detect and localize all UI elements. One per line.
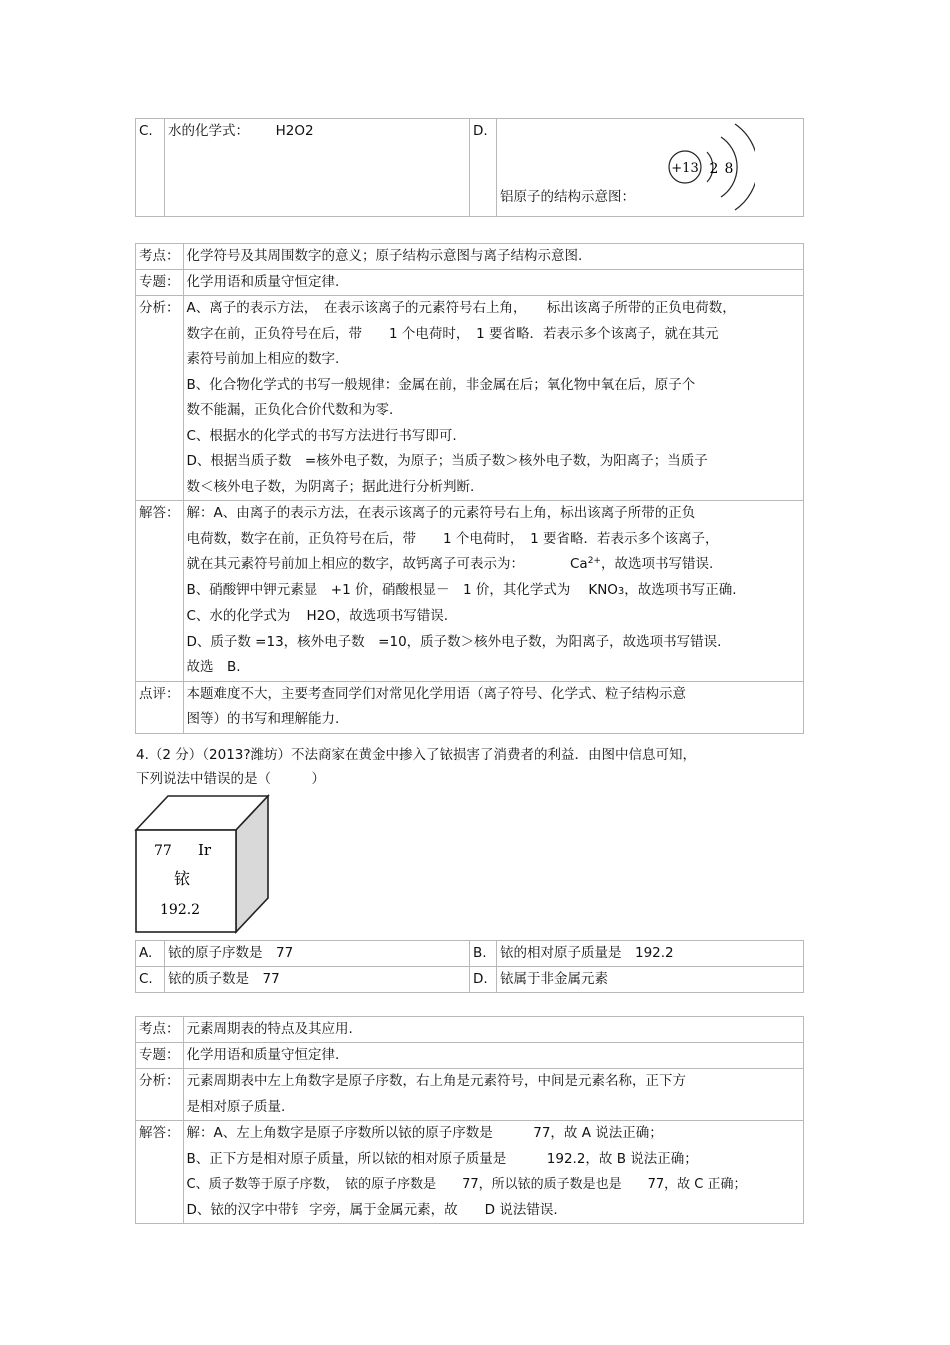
zhuanti-text: 化学用语和质量守恒定律. xyxy=(183,270,804,296)
jieda-content xyxy=(183,1121,804,1224)
zhuanti-label: 专题： xyxy=(136,270,184,296)
fenxi-line: A、离子的表示方法， 在表示该离子的元素符号右上角， 标出该离子所带的正负电荷数， xyxy=(186,300,736,316)
atom-shell1-label: 2 xyxy=(709,161,719,177)
dianping-line: 本题难度不大，主要考查同学们对常见化学用语（离子符号、化学式、粒子结构示意 xyxy=(186,685,686,702)
q4-options-table xyxy=(135,940,804,993)
jieda-label: 解答： xyxy=(136,501,184,682)
element-symbol: Ir xyxy=(198,841,212,859)
atom-nucleus-label: +13 xyxy=(671,161,699,176)
jieda-line: D、质子数 =13，核外电子数 =10，质子数＞核外电子数，为阳离子，故选项书写错误. xyxy=(186,633,722,650)
kno3-formula: KNO xyxy=(588,581,618,598)
fenxi-content xyxy=(183,1069,804,1121)
q3-analysis-table xyxy=(135,243,804,734)
fenxi-line: 素符号前加上相应的数字. xyxy=(186,351,340,367)
zhuanti-text: 化学用语和质量守恒定律. xyxy=(183,1043,804,1069)
calcium-ion-symbol: Ca xyxy=(570,556,588,572)
option-c-label: C. xyxy=(136,967,165,993)
jieda-line: 解：A、左上角数字是原子序数所以铱的原子序数是 77，故 A 说法正确； xyxy=(186,1125,663,1141)
option-c-text: 水的化学式： xyxy=(168,123,249,139)
option-c-cell xyxy=(165,119,470,217)
q3-options-table xyxy=(135,118,804,217)
jieda-line: B、正下方是相对原子质量，所以铱的相对原子质量是 192.2，故 B 说法正确； xyxy=(186,1150,698,1167)
jieda-line xyxy=(187,578,801,605)
jieda-line xyxy=(187,604,801,630)
option-a-label: A. xyxy=(136,941,165,967)
dianping-line: 图等）的书写和理解能力. xyxy=(186,711,340,727)
h2o-formula: H2O xyxy=(306,608,336,624)
fenxi-line: 元素周期表中左上角数字是原子序数，右上角是元素符号，中间是元素名称，正下方 xyxy=(186,1073,686,1089)
fenxi-line: 数不能漏，正负化合价代数和为零. xyxy=(186,402,394,418)
option-b-label: B. xyxy=(470,941,497,967)
jieda-line-text: 就在其元素符号前加上相应的数字，故钙离子可表示为： xyxy=(186,556,524,572)
jieda-line-tail: ，故选项书写正确. xyxy=(624,581,737,598)
kno3-subscript: 3 xyxy=(617,585,625,597)
iridium-element-cube xyxy=(134,794,274,936)
option-d-label: D. xyxy=(470,967,497,993)
atom-shell2-label: 8 xyxy=(724,161,734,177)
jieda-line-text: C、水的化学式为 xyxy=(186,608,291,624)
fenxi-line: 是相对原子质量. xyxy=(186,1098,286,1115)
fenxi-line: B、化合物化学式的书写一般规律：金属在前，非金属在后；氧化物中氧在后，原子个 xyxy=(186,376,696,393)
option-d-text: 铱属于非金属元素 xyxy=(497,967,804,993)
kaodian-label: 考点： xyxy=(136,1017,184,1043)
jieda-line-text: B、硝酸钾中钾元素显 +1 价，硝酸根显－ 1 价，其化学式为 xyxy=(186,581,571,598)
jieda-line: C、质子数等于原子序数， 铱的原子序数是 77，所以铱的质子数是也是 77，故 C 正确； xyxy=(186,1177,747,1192)
fenxi-content xyxy=(183,296,804,501)
q4-analysis-table xyxy=(135,1016,804,1224)
jieda-line: D、铱的汉字中带钅 字旁，属于金属元素，故 D 说法错误. xyxy=(186,1201,558,1218)
jieda-line xyxy=(187,552,801,578)
dianping-label: 点评： xyxy=(136,681,184,733)
option-d-text: 铝原子的结构示意图： xyxy=(500,189,635,205)
jieda-line: 解：A、由离子的表示方法，在表示该离子的元素符号右上角，标出该离子所带的正负 xyxy=(186,505,696,521)
fenxi-line: D、根据当质子数 =核外电子数，为原子；当质子数＞核外电子数，为阳离子；当质子 xyxy=(186,453,708,469)
fenxi-label: 分析： xyxy=(136,1069,184,1121)
dianping-content xyxy=(183,681,804,733)
kaodian-text: 化学符号及其周围数字的意义；原子结构示意图与离子结构示意图. xyxy=(183,244,804,270)
jieda-line-tail: ，故选项书写错误. xyxy=(335,608,449,624)
kaodian-text: 元素周期表的特点及其应用. xyxy=(183,1017,804,1043)
option-c-label: C. xyxy=(136,119,165,217)
fenxi-line: 数＜核外电子数，为阴离子；据此进行分析判断. xyxy=(186,478,475,495)
option-b-text: 铱的相对原子质量是 192.2 xyxy=(497,941,804,967)
aluminum-atom-diagram xyxy=(665,119,755,215)
fenxi-label: 分析： xyxy=(136,296,184,501)
zhuanti-label: 专题： xyxy=(136,1043,184,1069)
option-d-cell xyxy=(497,119,804,217)
kaodian-label: 考点： xyxy=(136,244,184,270)
jieda-label: 解答： xyxy=(136,1121,184,1224)
calcium-ion-charge: 2+ xyxy=(587,556,601,566)
element-name: 铱 xyxy=(174,869,191,888)
fenxi-line: C、根据水的化学式的书写方法进行书写即可. xyxy=(186,427,457,444)
jieda-line: 电荷数，数字在前，正负符号在后，带 1 个电荷时， 1 要省略．若表示多个该离子， xyxy=(186,530,719,547)
option-c-text: 铱的质子数是 77 xyxy=(165,967,470,993)
element-atomic-mass: 192.2 xyxy=(160,902,201,918)
q4-stem-line1: 4.（2 分）（2013?潍坊）不法商家在黄金中掺入了铱损害了消费者的利益．由图中信息可知， xyxy=(136,747,697,763)
option-d-label: D. xyxy=(470,119,497,217)
jieda-line-tail: ，故选项书写错误. xyxy=(600,556,714,572)
jieda-line: 故选 B. xyxy=(186,659,241,675)
option-c-formula: H2O2 xyxy=(275,123,314,139)
element-atomic-number: 77 xyxy=(154,843,172,859)
q4-stem-line2: 下列说法中错误的是（ ） xyxy=(136,771,325,787)
jieda-content xyxy=(183,501,804,682)
fenxi-line: 数字在前，正负符号在后，带 1 个电荷时， 1 要省略．若表示多个该离子，就在其元 xyxy=(186,325,719,342)
option-a-text: 铱的原子序数是 77 xyxy=(165,941,470,967)
